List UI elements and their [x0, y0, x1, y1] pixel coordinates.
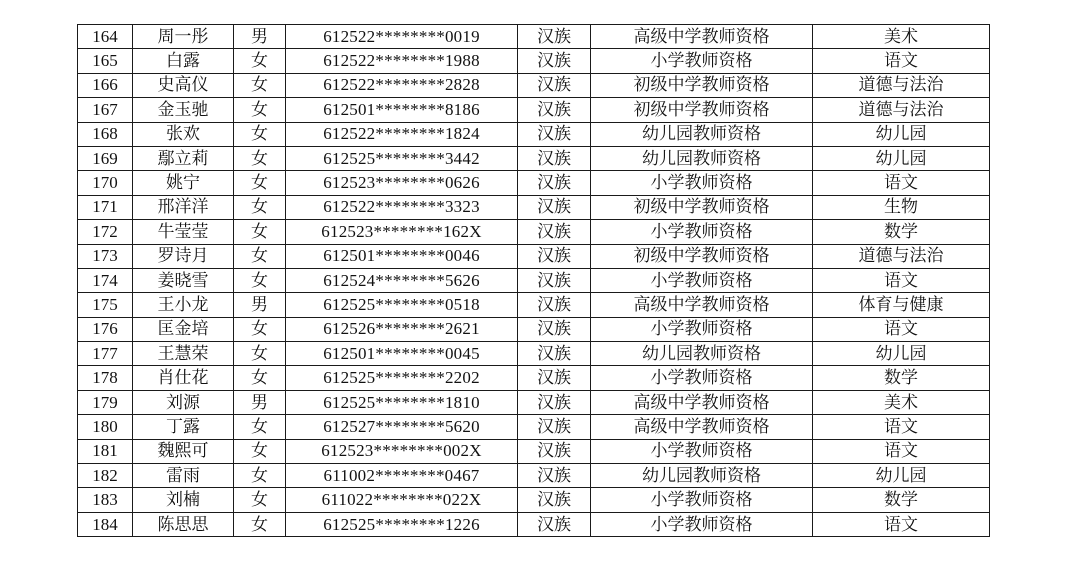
- cell-ethnicity: 汉族: [518, 317, 591, 341]
- cell-qualification: 高级中学教师资格: [591, 415, 813, 439]
- cell-ethnicity: 汉族: [518, 366, 591, 390]
- cell-subject: 语文: [813, 49, 990, 73]
- table-row: [78, 220, 990, 244]
- cell-number: 176: [78, 317, 133, 341]
- cell-number: 173: [78, 244, 133, 268]
- cell-gender: 男: [234, 25, 286, 49]
- cell-subject: 幼儿园: [813, 146, 990, 170]
- table-row: [78, 366, 990, 390]
- cell-qualification: 高级中学教师资格: [591, 25, 813, 49]
- cell-subject: 道德与法治: [813, 244, 990, 268]
- cell-ethnicity: 汉族: [518, 342, 591, 366]
- table-row: [78, 439, 990, 463]
- cell-ethnicity: 汉族: [518, 244, 591, 268]
- cell-number: 167: [78, 98, 133, 122]
- cell-name: 丁露: [133, 415, 234, 439]
- cell-qualification: 幼儿园教师资格: [591, 464, 813, 488]
- cell-gender: 女: [234, 49, 286, 73]
- cell-name: 金玉驰: [133, 98, 234, 122]
- table-row: [78, 464, 990, 488]
- cell-ethnicity: 汉族: [518, 390, 591, 414]
- cell-number: 181: [78, 439, 133, 463]
- cell-id-number: 612501********8186: [286, 98, 518, 122]
- cell-number: 175: [78, 293, 133, 317]
- cell-number: 184: [78, 512, 133, 536]
- cell-id-number: 611022********022X: [286, 488, 518, 512]
- cell-qualification: 小学教师资格: [591, 439, 813, 463]
- cell-qualification: 初级中学教师资格: [591, 195, 813, 219]
- cell-subject: 幼儿园: [813, 122, 990, 146]
- cell-ethnicity: 汉族: [518, 268, 591, 292]
- cell-subject: 幼儿园: [813, 464, 990, 488]
- cell-subject: 语文: [813, 317, 990, 341]
- cell-gender: 女: [234, 439, 286, 463]
- cell-number: 171: [78, 195, 133, 219]
- cell-gender: 男: [234, 390, 286, 414]
- cell-name: 姚宁: [133, 171, 234, 195]
- table-row: [78, 146, 990, 170]
- cell-name: 史高仪: [133, 73, 234, 97]
- table-row: [78, 73, 990, 97]
- cell-qualification: 小学教师资格: [591, 49, 813, 73]
- table-row: [78, 122, 990, 146]
- roster-sheet: [77, 24, 989, 537]
- table-row: [78, 171, 990, 195]
- cell-gender: 女: [234, 464, 286, 488]
- cell-number: 179: [78, 390, 133, 414]
- cell-qualification: 幼儿园教师资格: [591, 146, 813, 170]
- cell-gender: 女: [234, 122, 286, 146]
- cell-ethnicity: 汉族: [518, 49, 591, 73]
- cell-number: 165: [78, 49, 133, 73]
- cell-subject: 语文: [813, 415, 990, 439]
- cell-gender: 女: [234, 317, 286, 341]
- cell-qualification: 小学教师资格: [591, 171, 813, 195]
- cell-id-number: 611002********0467: [286, 464, 518, 488]
- cell-id-number: 612526********2621: [286, 317, 518, 341]
- cell-name: 鄢立莉: [133, 146, 234, 170]
- cell-gender: 女: [234, 195, 286, 219]
- cell-ethnicity: 汉族: [518, 488, 591, 512]
- cell-gender: 女: [234, 244, 286, 268]
- cell-name: 牛莹莹: [133, 220, 234, 244]
- table-row: [78, 268, 990, 292]
- table-row: [78, 390, 990, 414]
- cell-subject: 道德与法治: [813, 98, 990, 122]
- table-body: [78, 25, 990, 537]
- cell-gender: 男: [234, 293, 286, 317]
- cell-ethnicity: 汉族: [518, 464, 591, 488]
- cell-gender: 女: [234, 73, 286, 97]
- cell-name: 魏熙可: [133, 439, 234, 463]
- cell-ethnicity: 汉族: [518, 220, 591, 244]
- table-row: [78, 195, 990, 219]
- cell-number: 166: [78, 73, 133, 97]
- cell-number: 164: [78, 25, 133, 49]
- cell-ethnicity: 汉族: [518, 73, 591, 97]
- cell-name: 刘楠: [133, 488, 234, 512]
- cell-ethnicity: 汉族: [518, 293, 591, 317]
- cell-name: 张欢: [133, 122, 234, 146]
- cell-ethnicity: 汉族: [518, 512, 591, 536]
- cell-subject: 体育与健康: [813, 293, 990, 317]
- cell-subject: 语文: [813, 268, 990, 292]
- table-row: [78, 98, 990, 122]
- cell-subject: 美术: [813, 390, 990, 414]
- cell-ethnicity: 汉族: [518, 98, 591, 122]
- cell-qualification: 幼儿园教师资格: [591, 122, 813, 146]
- cell-qualification: 高级中学教师资格: [591, 390, 813, 414]
- cell-ethnicity: 汉族: [518, 415, 591, 439]
- cell-name: 邢洋洋: [133, 195, 234, 219]
- cell-name: 陈思思: [133, 512, 234, 536]
- table-row: [78, 342, 990, 366]
- cell-gender: 女: [234, 512, 286, 536]
- cell-gender: 女: [234, 220, 286, 244]
- cell-qualification: 小学教师资格: [591, 488, 813, 512]
- cell-subject: 数学: [813, 488, 990, 512]
- cell-id-number: 612522********0019: [286, 25, 518, 49]
- cell-id-number: 612523********002X: [286, 439, 518, 463]
- cell-qualification: 初级中学教师资格: [591, 98, 813, 122]
- table-row: [78, 488, 990, 512]
- cell-ethnicity: 汉族: [518, 146, 591, 170]
- table-row: [78, 293, 990, 317]
- cell-subject: 语文: [813, 512, 990, 536]
- cell-name: 姜晓雪: [133, 268, 234, 292]
- cell-gender: 女: [234, 366, 286, 390]
- cell-id-number: 612522********3323: [286, 195, 518, 219]
- cell-id-number: 612523********162X: [286, 220, 518, 244]
- cell-gender: 女: [234, 415, 286, 439]
- cell-id-number: 612525********0518: [286, 293, 518, 317]
- cell-name: 肖仕花: [133, 366, 234, 390]
- cell-id-number: 612525********1226: [286, 512, 518, 536]
- cell-number: 177: [78, 342, 133, 366]
- cell-name: 王慧荣: [133, 342, 234, 366]
- cell-qualification: 幼儿园教师资格: [591, 342, 813, 366]
- cell-number: 168: [78, 122, 133, 146]
- cell-number: 180: [78, 415, 133, 439]
- cell-ethnicity: 汉族: [518, 122, 591, 146]
- cell-name: 白露: [133, 49, 234, 73]
- cell-subject: 美术: [813, 25, 990, 49]
- cell-ethnicity: 汉族: [518, 439, 591, 463]
- table-row: [78, 244, 990, 268]
- cell-id-number: 612525********3442: [286, 146, 518, 170]
- table-row: [78, 25, 990, 49]
- cell-name: 周一彤: [133, 25, 234, 49]
- cell-number: 172: [78, 220, 133, 244]
- cell-qualification: 小学教师资格: [591, 220, 813, 244]
- cell-name: 王小龙: [133, 293, 234, 317]
- cell-subject: 语文: [813, 439, 990, 463]
- table-row: [78, 415, 990, 439]
- cell-gender: 女: [234, 171, 286, 195]
- cell-number: 183: [78, 488, 133, 512]
- cell-id-number: 612524********5626: [286, 268, 518, 292]
- cell-id-number: 612501********0046: [286, 244, 518, 268]
- cell-name: 罗诗月: [133, 244, 234, 268]
- cell-qualification: 小学教师资格: [591, 268, 813, 292]
- cell-subject: 数学: [813, 220, 990, 244]
- cell-qualification: 高级中学教师资格: [591, 293, 813, 317]
- cell-id-number: 612522********2828: [286, 73, 518, 97]
- cell-number: 174: [78, 268, 133, 292]
- cell-name: 刘源: [133, 390, 234, 414]
- cell-ethnicity: 汉族: [518, 171, 591, 195]
- cell-subject: 生物: [813, 195, 990, 219]
- cell-gender: 女: [234, 146, 286, 170]
- cell-subject: 幼儿园: [813, 342, 990, 366]
- cell-number: 170: [78, 171, 133, 195]
- cell-ethnicity: 汉族: [518, 195, 591, 219]
- cell-name: 雷雨: [133, 464, 234, 488]
- cell-subject: 数学: [813, 366, 990, 390]
- table-row: [78, 512, 990, 536]
- teacher-qualification-table: [77, 24, 990, 537]
- cell-id-number: 612522********1824: [286, 122, 518, 146]
- cell-name: 匡金培: [133, 317, 234, 341]
- cell-subject: 语文: [813, 171, 990, 195]
- cell-id-number: 612522********1988: [286, 49, 518, 73]
- cell-gender: 女: [234, 488, 286, 512]
- cell-number: 182: [78, 464, 133, 488]
- cell-qualification: 小学教师资格: [591, 512, 813, 536]
- cell-number: 169: [78, 146, 133, 170]
- cell-qualification: 小学教师资格: [591, 317, 813, 341]
- cell-id-number: 612501********0045: [286, 342, 518, 366]
- cell-gender: 女: [234, 268, 286, 292]
- cell-id-number: 612525********2202: [286, 366, 518, 390]
- cell-qualification: 小学教师资格: [591, 366, 813, 390]
- cell-id-number: 612527********5620: [286, 415, 518, 439]
- cell-qualification: 初级中学教师资格: [591, 244, 813, 268]
- cell-id-number: 612525********1810: [286, 390, 518, 414]
- table-row: [78, 317, 990, 341]
- cell-ethnicity: 汉族: [518, 25, 591, 49]
- cell-gender: 女: [234, 342, 286, 366]
- cell-id-number: 612523********0626: [286, 171, 518, 195]
- cell-qualification: 初级中学教师资格: [591, 73, 813, 97]
- cell-gender: 女: [234, 98, 286, 122]
- table-row: [78, 49, 990, 73]
- cell-number: 178: [78, 366, 133, 390]
- cell-subject: 道德与法治: [813, 73, 990, 97]
